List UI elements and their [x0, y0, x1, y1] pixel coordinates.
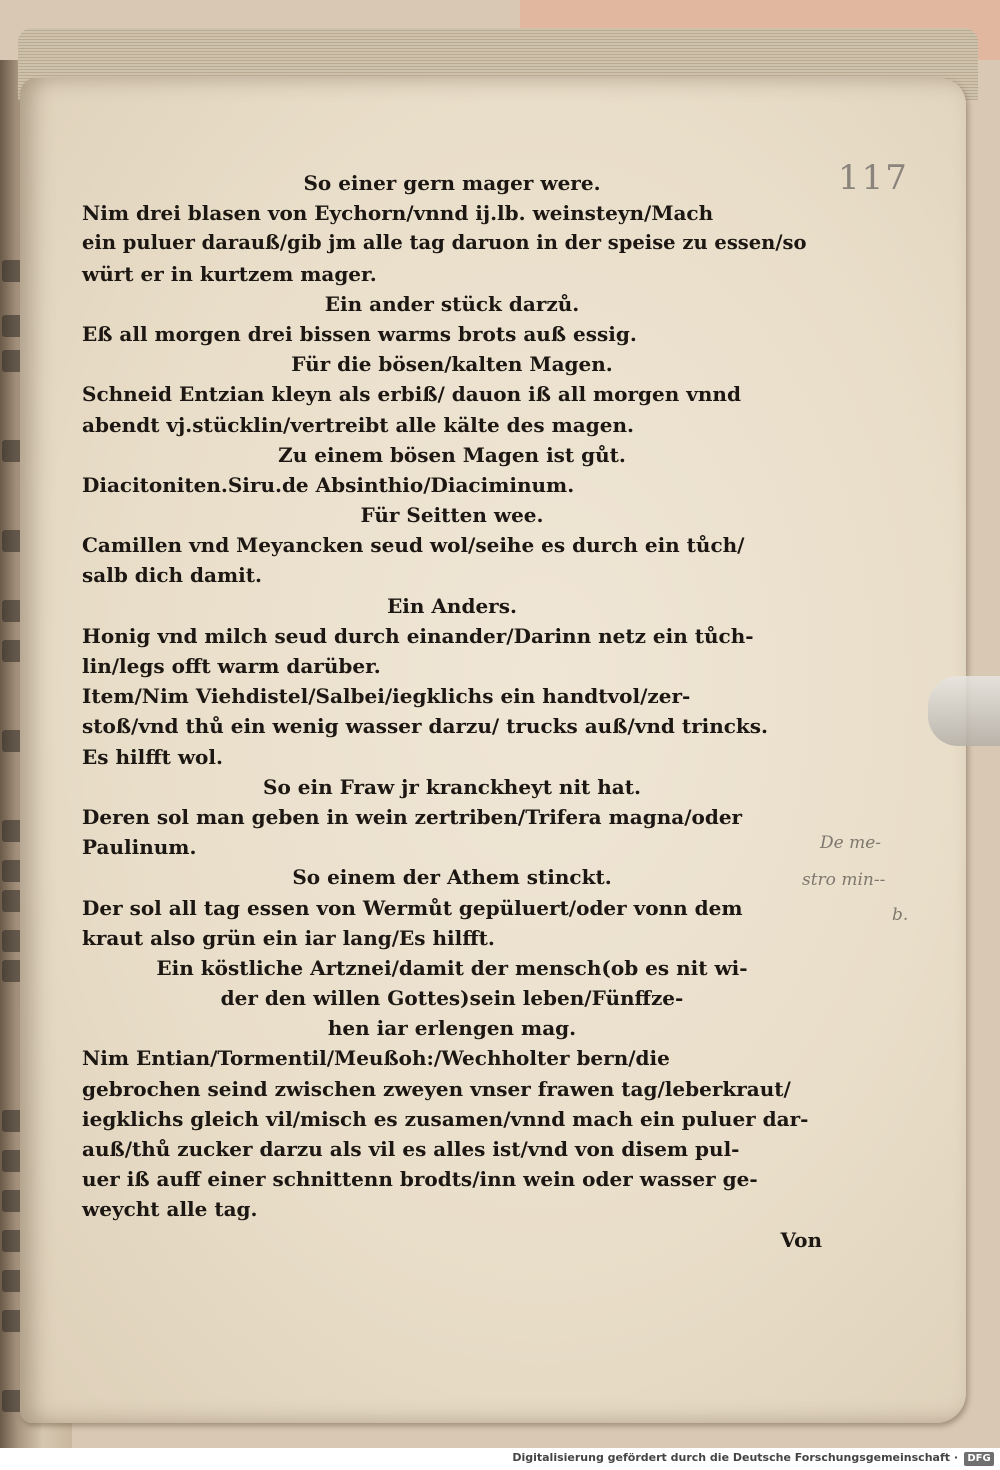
text-line: ein puluer darauß/gib jm alle tag daruon in der speise zu essen/so: [82, 231, 807, 255]
text-line: lin/legs offt warm darüber.: [82, 654, 381, 678]
text-line: Deren sol man geben in wein zertriben/Trifera magna/oder: [82, 804, 743, 829]
text-line: abendt vj.stücklin/vertreibt alle kälte des magen.: [82, 412, 634, 437]
marginal-note: stro min--: [802, 870, 886, 890]
heading-line: der den willen Gottes)sein leben/Fünffze-: [220, 986, 684, 1011]
text-line: stoß/vnd thů ein wenig wasser darzu/ trucks auß/vnd trincks.: [82, 714, 769, 739]
heading-line: Ein Anders.: [387, 593, 517, 618]
marginal-note: b.: [892, 905, 909, 925]
heading-line: So einem der Athem stinckt.: [292, 865, 612, 890]
text-line: Nim drei blasen von Eychorn/vnnd ij.lb. weinsteyn/Mach: [82, 201, 714, 226]
folio-number: 117: [838, 158, 909, 198]
text-line: gebrochen seind zwischen zweyen vnser frawen tag/leberkraut/: [82, 1076, 791, 1101]
text-line: kraut also grün ein iar lang/Es hilfft.: [82, 925, 495, 950]
text-line: Der sol all tag essen von Wermůt gepüluert/oder vonn dem: [82, 895, 743, 920]
footer-bar: [0, 1448, 1000, 1470]
text-line: iegklichs gleich vil/misch es zusamen/vnnd mach ein puluer dar-: [82, 1106, 809, 1131]
body-text: [82, 168, 822, 1255]
heading-line: Zu einem bösen Magen ist gůt.: [278, 442, 626, 467]
text-line: weycht alle tag.: [82, 1197, 258, 1222]
heading-line: hen iar erlengen mag.: [327, 1016, 577, 1041]
text-line: salb dich damit.: [82, 563, 262, 588]
text-line: Paulinum.: [82, 835, 197, 860]
heading-line: Ein köstliche Artznei/damit der mensch(ob es nit wi-: [156, 955, 748, 980]
text-line: Honig vnd milch seud durch einander/Darinn netz ein tůch-: [82, 623, 754, 648]
text-line: Schneid Entzian kleyn als erbiß/ dauon iß all morgen vnnd: [82, 382, 741, 407]
text-line: Camillen vnd Meyancken seud wol/seihe es durch ein tůch/: [82, 533, 745, 558]
heading-line: Für die bösen/kalten Magen.: [291, 352, 613, 377]
funding-credit: Digitalisierung gefördert durch die Deutsche Forschungsgemeinschaft ·: [512, 1451, 958, 1464]
heading-line: Ein ander stück darzů.: [324, 291, 580, 316]
text-line: Nim Entian/Tormentil/Meußoh:/Wechholter bern/die: [82, 1046, 670, 1071]
text-line: Von: [780, 1227, 822, 1252]
text-line: uer iß auff einer schnittenn brodts/inn wein oder wasser ge-: [82, 1167, 758, 1192]
text-line: Es hilfft wol.: [82, 744, 223, 769]
heading-line: So einer gern mager were.: [303, 171, 601, 195]
text-line: auß/thů zucker darzu als vil es alles ist/vnd von disem pul-: [82, 1137, 740, 1161]
text-line: Diacitoniten.Siru.de Absinthio/Diaciminum.: [82, 472, 575, 497]
dfg-logo: DFG: [964, 1452, 994, 1466]
marginal-note: De me-: [820, 833, 882, 853]
text-line: würt er in kurtzem mager.: [82, 261, 377, 286]
text-line: Eß all morgen drei bissen warms brots auß essig.: [82, 321, 637, 346]
heading-line: Für Seitten wee.: [360, 503, 544, 528]
text-line: Item/Nim Viehdistel/Salbei/iegklichs ein handtvol/zer-: [82, 684, 691, 709]
clip-tab: [928, 676, 1000, 746]
heading-line: So ein Fraw jr kranckheyt nit hat.: [263, 774, 641, 799]
